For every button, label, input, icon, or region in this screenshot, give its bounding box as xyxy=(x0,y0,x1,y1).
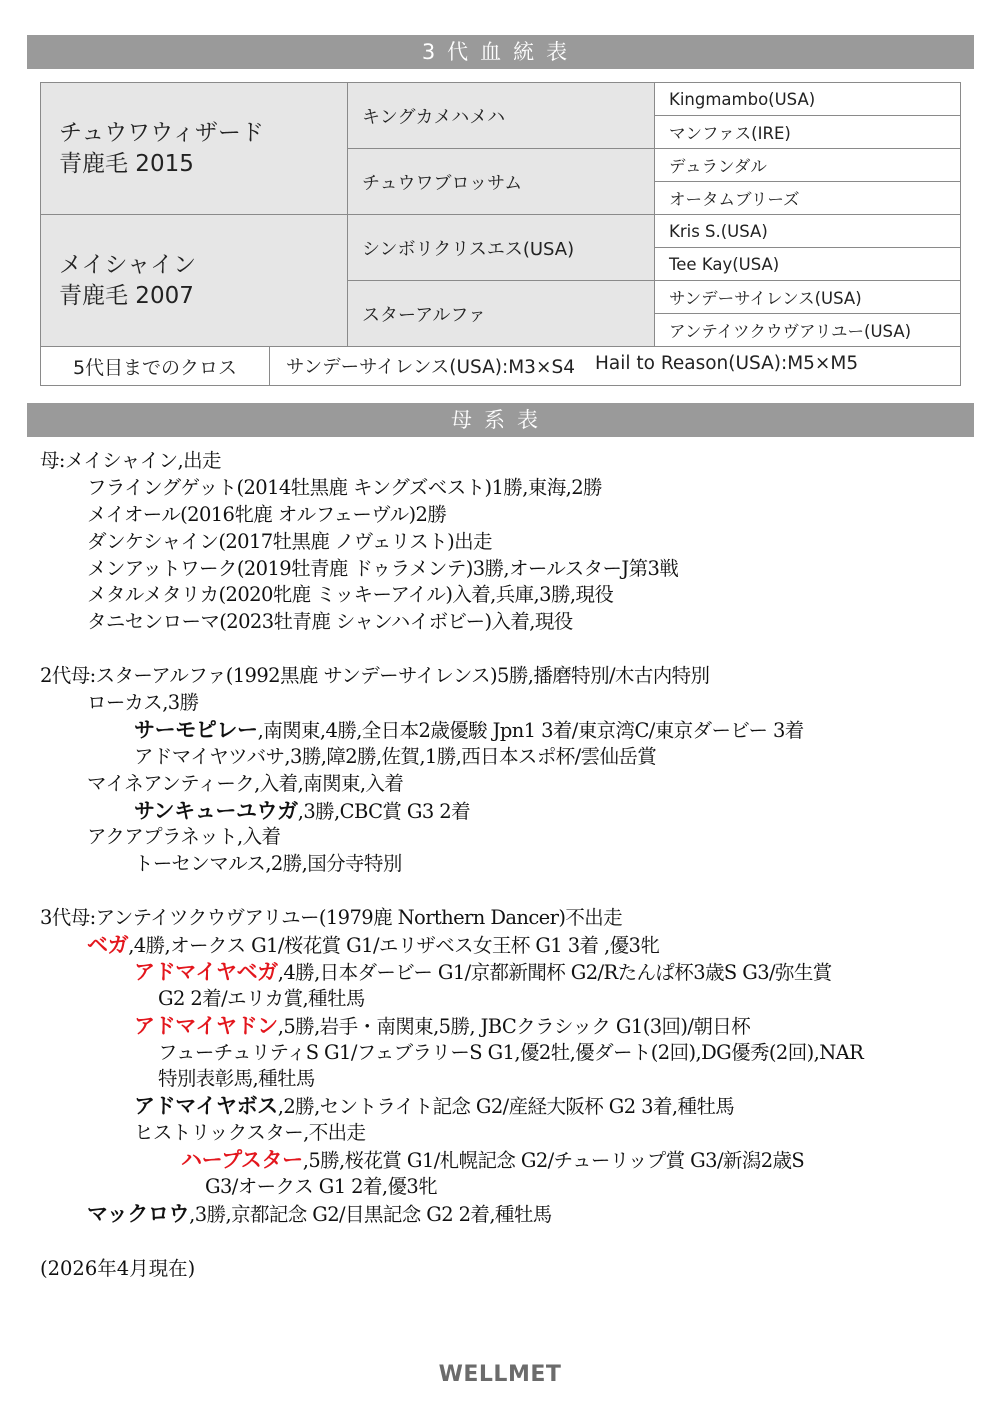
family-text: 3代母:アンテイツクウヴアリユー(1979鹿 Northern Dancer)不出走 xyxy=(40,906,623,930)
horse-name-highlight: ハープスター xyxy=(181,1148,303,1173)
sire-info: 青鹿毛 2015 xyxy=(59,150,194,177)
family-line xyxy=(40,582,980,609)
cross-value xyxy=(270,347,961,386)
horse-name-highlight: ベガ xyxy=(87,933,129,958)
family-text: トーセンマルス,2勝,国分寺特別 xyxy=(134,852,402,876)
family-line xyxy=(40,851,980,878)
family-spacer xyxy=(40,636,980,663)
dam-cell xyxy=(41,215,348,347)
family-text: ,5勝,岩手・南関東,5勝, JBCクラシック G1(3回)/朝日杯 xyxy=(277,1014,751,1038)
family-text: 特別表彰馬,種牡馬 xyxy=(158,1067,315,1091)
cross-value-1: サンデーサイレンス(USA):M3×S4 xyxy=(286,357,575,378)
sire-name: チュウワウィザード xyxy=(59,119,264,146)
family-text: 母:メイシャイン,出走 xyxy=(40,449,221,472)
sire-dam: チュウワブロッサム xyxy=(348,149,655,215)
family-text: メタルメタリカ(2020牝鹿 ミッキーアイル)入着,兵庫,3勝,現役 xyxy=(87,583,614,607)
dam-info: 青鹿毛 2007 xyxy=(59,282,194,309)
family-line xyxy=(40,932,980,959)
family-text: フューチュリティS G1/フェブラリーS G1,優2牡,優ダート(2回),DG優秀(2回),NAR xyxy=(158,1040,864,1064)
sire-sire-sire: Kingmambo(USA) xyxy=(655,83,961,116)
family-line xyxy=(40,609,980,636)
family-line xyxy=(40,1013,980,1040)
family-text: ,5勝,桜花賞 G1/札幌記念 G2/チューリップ賞 G3/新潟2歳S xyxy=(302,1149,805,1173)
family-line xyxy=(40,690,980,717)
family-line xyxy=(40,1066,980,1093)
family-text: ,3勝,CBC賞 G3 2着 xyxy=(297,799,470,823)
family-line xyxy=(40,1201,980,1228)
date-note: (2026年4月現在) xyxy=(40,1257,196,1280)
family-text: ヒストリックスター,不出走 xyxy=(134,1121,366,1145)
family-line xyxy=(40,502,980,529)
family-line xyxy=(40,771,980,798)
family-text: メイオール(2016牝鹿 オルフェーヴル)2勝 xyxy=(87,502,447,526)
family-text: ローカス,3勝 xyxy=(87,691,199,715)
horse-name-highlight: サーモピレー xyxy=(134,717,258,742)
family-line xyxy=(40,1040,980,1067)
dam-name: メイシャイン xyxy=(59,251,197,278)
dam-dam-sire: サンデーサイレンス(USA) xyxy=(655,281,961,314)
family-text: アクアプラネット,入着 xyxy=(87,825,281,849)
dam-sire-sire: Kris S.(USA) xyxy=(655,215,961,248)
horse-name-highlight: マックロウ xyxy=(87,1201,190,1226)
family-line xyxy=(40,717,980,744)
sire-dam-dam: オータムブリーズ xyxy=(655,182,961,215)
family-line xyxy=(40,905,980,932)
family-line xyxy=(40,663,980,690)
family-header: 母系表 xyxy=(27,403,974,437)
sire-dam-sire: デュランダル xyxy=(655,149,961,182)
family-text: メンアットワーク(2019牡青鹿 ドゥラメンテ)3勝,オールスターJ第3戦 xyxy=(87,556,679,580)
horse-name-highlight: アドマイヤベガ xyxy=(134,959,278,984)
family-text: G2 2着/エリカ賞,種牡馬 xyxy=(158,986,365,1010)
family-text: G3/オークス G1 2着,優3牝 xyxy=(205,1175,438,1199)
family-text: 2代母:スターアルファ(1992黒鹿 サンデーサイレンス)5勝,播磨特別/木古内特別 xyxy=(40,664,710,688)
family-line xyxy=(40,529,980,556)
family-text: アドマイヤツバサ,3勝,障2勝,佐賀,1勝,西日本スポ杯/雲仙岳賞 xyxy=(134,744,657,768)
family-text: ,4勝,日本ダービー G1/京都新聞杯 G2/Rたんぱ杯3歳S G3/弥生賞 xyxy=(277,960,832,984)
family-line xyxy=(40,824,980,851)
family-line xyxy=(40,556,980,583)
family-spacer xyxy=(40,878,980,905)
horse-name-highlight: アドマイヤボス xyxy=(134,1094,278,1119)
cross-label: 5代目までのクロス xyxy=(41,347,270,386)
family-text: ,4勝,オークス G1/桜花賞 G1/エリザベス女王杯 G1 3着 ,優3牝 xyxy=(128,934,660,958)
dam-dam: スターアルファ xyxy=(348,281,655,347)
sire-sire: キングカメハメハ xyxy=(348,83,655,149)
family-text: ,3勝,京都記念 G2/目黒記念 G2 2着,種牡馬 xyxy=(189,1202,552,1226)
horse-name-highlight: サンキューユウガ xyxy=(134,798,298,823)
family-text: マイネアンティーク,入着,南関東,入着 xyxy=(87,771,404,795)
dam-sire-dam: Tee Kay(USA) xyxy=(655,248,961,281)
cross-value-2: Hail to Reason(USA):M5×M5 xyxy=(594,353,859,374)
wellmet-logo: WELLMET xyxy=(438,1362,562,1387)
sire-cell xyxy=(41,83,348,215)
horse-name-highlight: アドマイヤドン xyxy=(134,1013,278,1038)
family-line xyxy=(40,448,980,475)
family-line xyxy=(40,475,980,502)
dam-sire: シンボリクリスエス(USA) xyxy=(348,215,655,281)
family-text: ,南関東,4勝,全日本2歳優駿 Jpn1 3着/東京湾C/東京ダービー 3着 xyxy=(257,718,804,742)
family-line xyxy=(40,744,980,771)
family-text: タニセンローマ(2023牡青鹿 シャンハイボビー)入着,現役 xyxy=(87,610,573,634)
family-text: フライングゲット(2014牡黒鹿 キングズベスト)1勝,東海,2勝 xyxy=(87,475,602,499)
family-text: ダンケシャイン(2017牡黒鹿 ノヴェリスト)出走 xyxy=(87,529,492,553)
family-line xyxy=(40,1093,980,1120)
family-text: ,2勝,セントライト記念 G2/産経大阪杯 G2 3着,種牡馬 xyxy=(277,1095,735,1119)
family-line xyxy=(40,798,980,825)
family-line xyxy=(40,986,980,1013)
family-line xyxy=(40,1174,980,1201)
family-line xyxy=(40,959,980,986)
sire-sire-dam: マンファス(IRE) xyxy=(655,116,961,149)
family-line xyxy=(40,1120,980,1147)
pedigree-header: 3代血統表 xyxy=(27,35,974,69)
pedigree-table xyxy=(40,82,961,386)
dam-dam-dam: アンテイツクウヴアリユー(USA) xyxy=(655,314,961,347)
family-line xyxy=(40,1147,980,1174)
family-table xyxy=(40,448,980,1228)
